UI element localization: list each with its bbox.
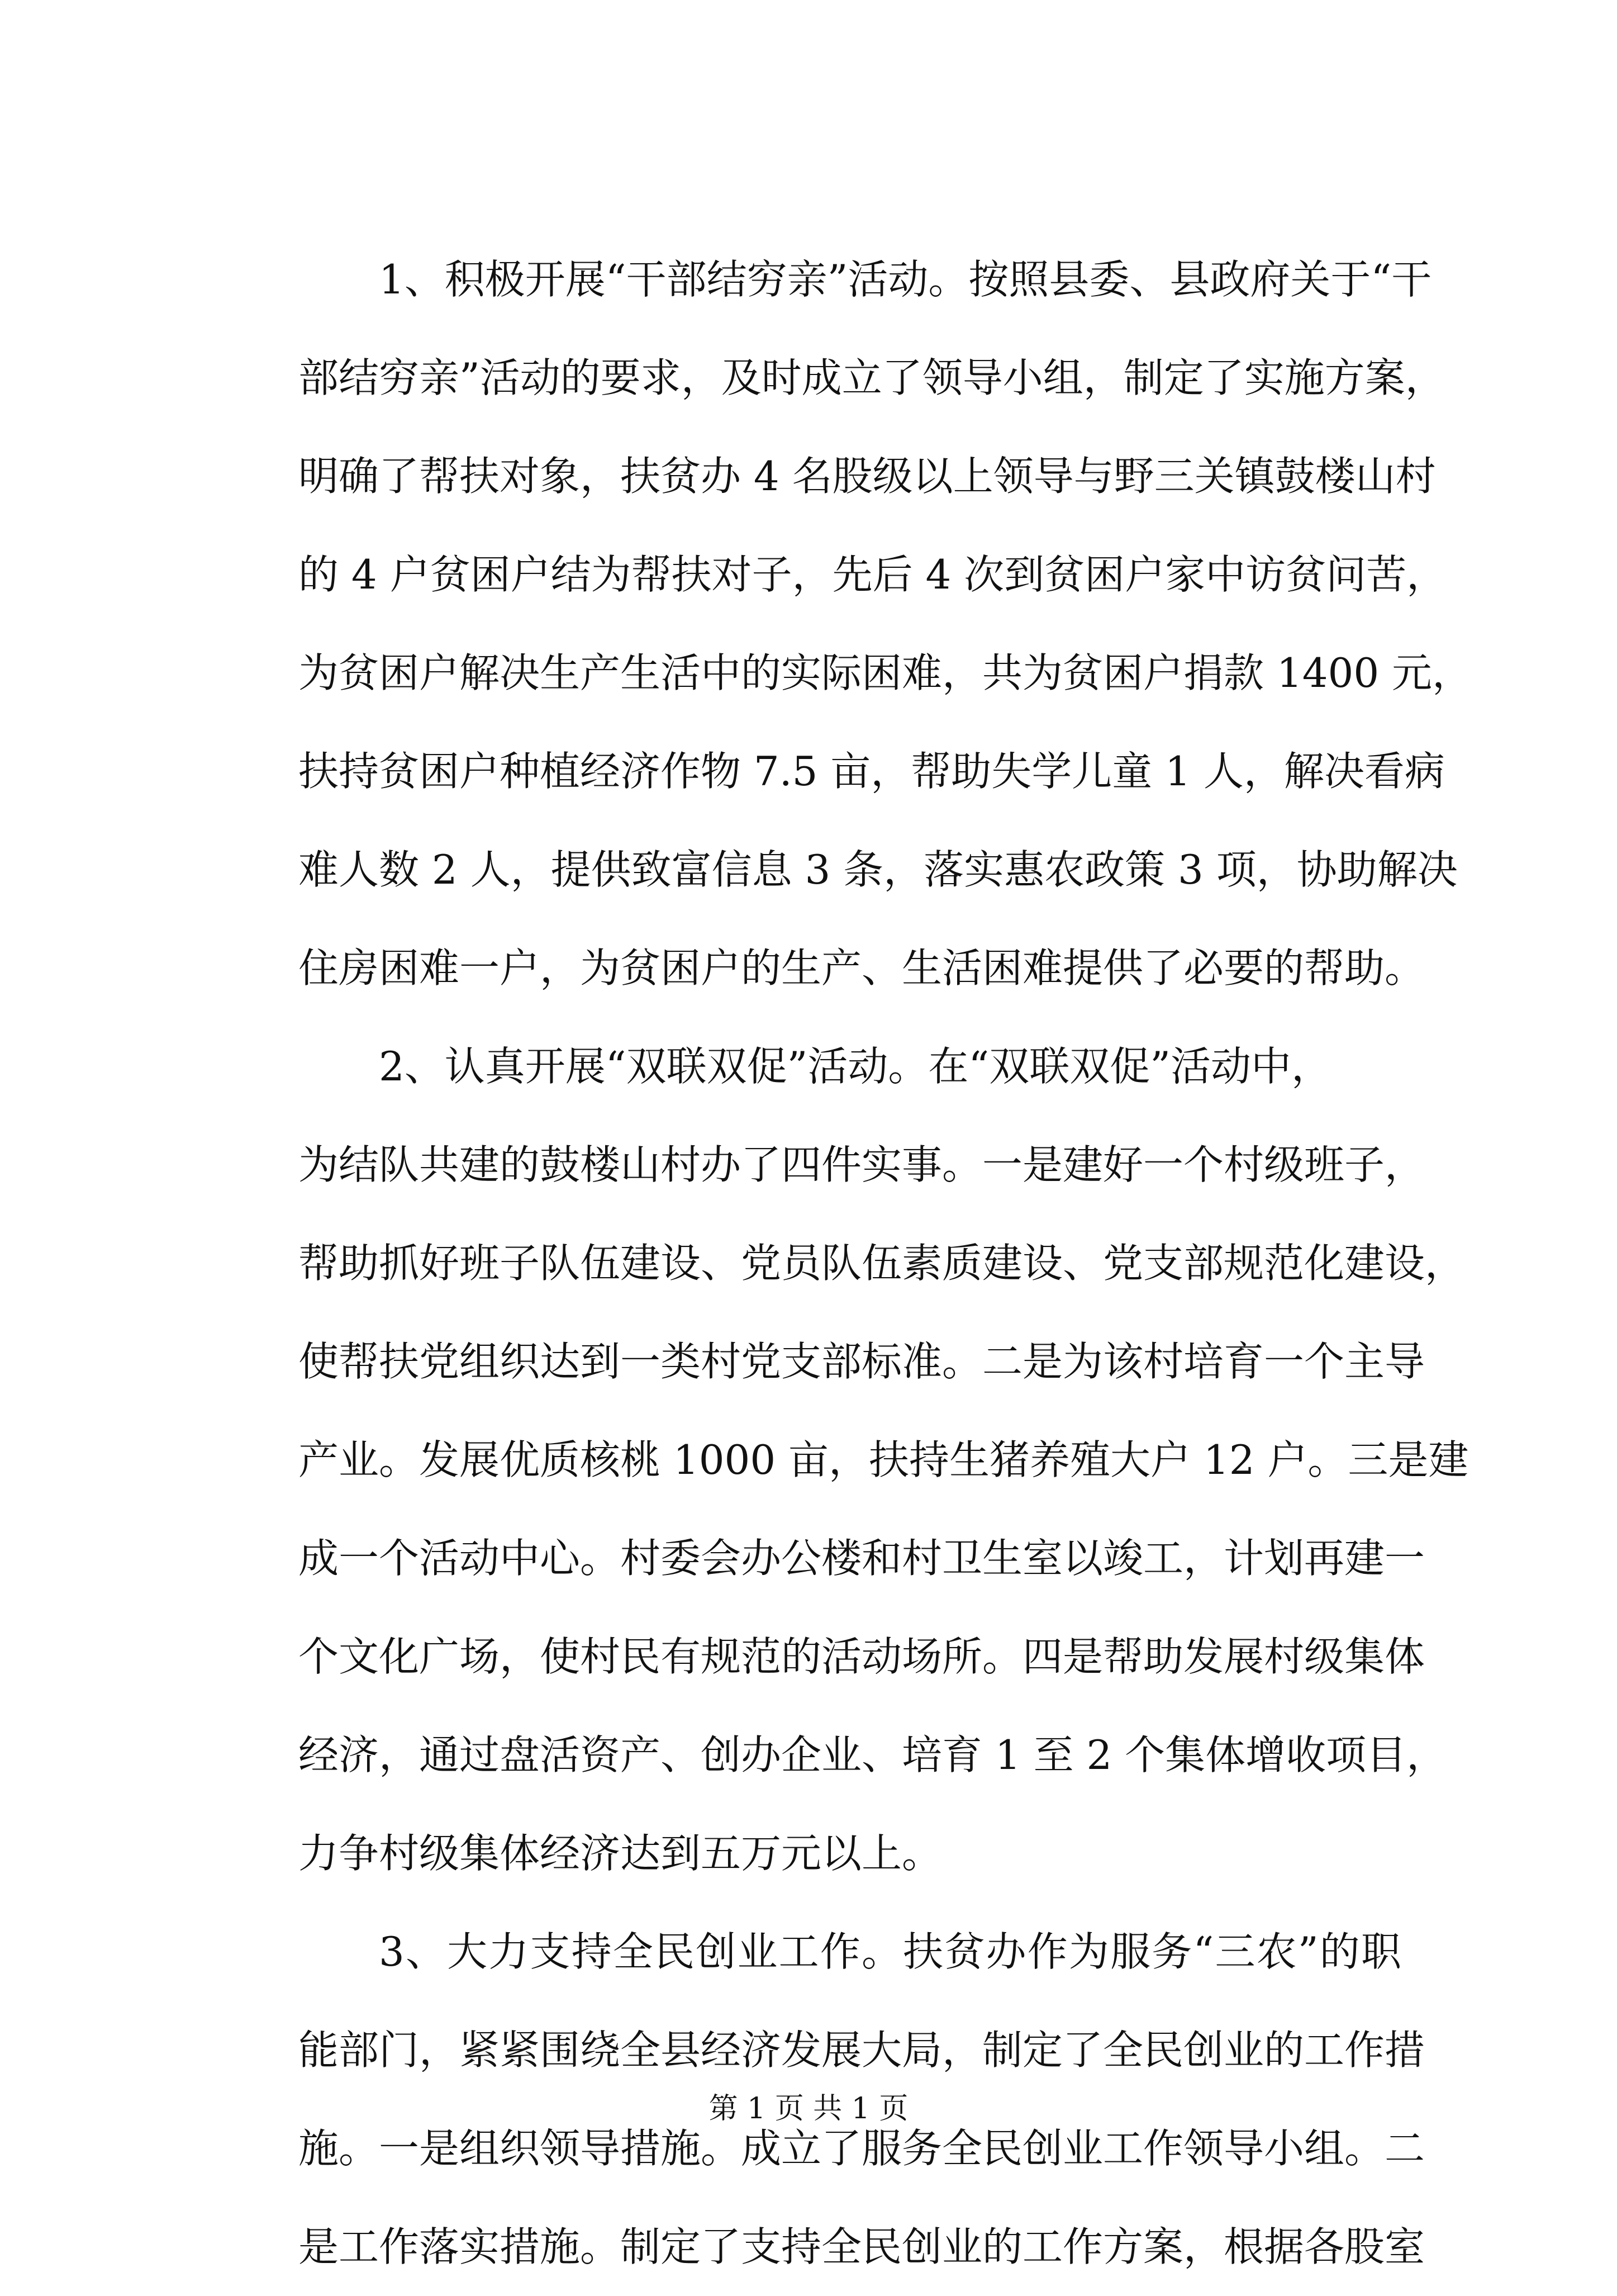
paragraph-1 — [218, 230, 1473, 1017]
text-line: 成一个活动中心。村委会办公楼和村卫生室以竣工，计划再建一 — [298, 1535, 1425, 1582]
text-line: 帮助抓好班子队伍建设、党员队伍素质建设、党支部规范化建设， — [298, 1240, 1466, 1287]
text-line: 明确了帮扶对象，扶贫办 4 名股级以上领导与野三关镇鼓楼山村 — [298, 453, 1436, 500]
text-line: 部结穷亲”活动的要求，及时成立了领导小组，制定了实施方案， — [298, 354, 1445, 401]
text-line: 住房困难一户，为贫困户的生产、生活困难提供了必要的帮助。 — [298, 945, 1425, 992]
text-line: 为贫困户解决生产生活中的实际困难，共为贫困户捐款 1400 元， — [298, 649, 1473, 696]
paragraph-2 — [218, 1017, 1469, 1903]
text-line: 施。一是组织领导措施。成立了服务全民创业工作领导小组。二 — [298, 2125, 1425, 2172]
text-line: 力争村级集体经济达到五万元以上。 — [298, 1830, 943, 1877]
text-line: 2、认真开展“双联双促”活动。在“双联双促”活动中， — [379, 1043, 1332, 1090]
text-line: 难人数 2 人，提供致富信息 3 条，落实惠农政策 3 项，协助解决 — [298, 846, 1458, 893]
text-line: 3、大力支持全民创业工作。扶贫办作为服务“三农”的职 — [379, 1928, 1401, 1975]
text-line: 能部门，紧紧围绕全县经济发展大局，制定了全民创业的工作措 — [298, 2027, 1425, 2074]
page-footer: 第 1 页 共 1 页 — [708, 2092, 909, 2126]
text-line: 经济，通过盘活资产、创办企业、培育 1 至 2 个集体增收项目， — [298, 1732, 1447, 1778]
text-line: 个文化广场，使村民有规范的活动场所。四是帮助发展村级集体 — [298, 1633, 1425, 1680]
text-line: 扶持贫困户种植经济作物 7.5 亩，帮助失学儿童 1 人，解决看病 — [298, 748, 1445, 795]
text-line: 是工作落实措施。制定了支持全民创业的工作方案，根据各股室 — [298, 2223, 1425, 2270]
text-line: 的 4 户贫困户结为帮扶对子，先后 4 次到贫困户家中访贫问苦， — [298, 551, 1447, 598]
text-line: 为结队共建的鼓楼山村办了四件实事。一是建好一个村级班子， — [298, 1141, 1425, 1188]
text-line: 使帮扶党组织达到一类村党支部标准。二是为该村培育一个主导 — [298, 1338, 1425, 1385]
text-line: 1、积极开展“干部结穷亲”活动。按照县委、县政府关于“干 — [379, 256, 1432, 303]
document-body — [218, 230, 1473, 2296]
text-line: 产业。发展优质核桃 1000 亩，扶持生猪养殖大户 12 户。三是建 — [298, 1436, 1469, 1483]
